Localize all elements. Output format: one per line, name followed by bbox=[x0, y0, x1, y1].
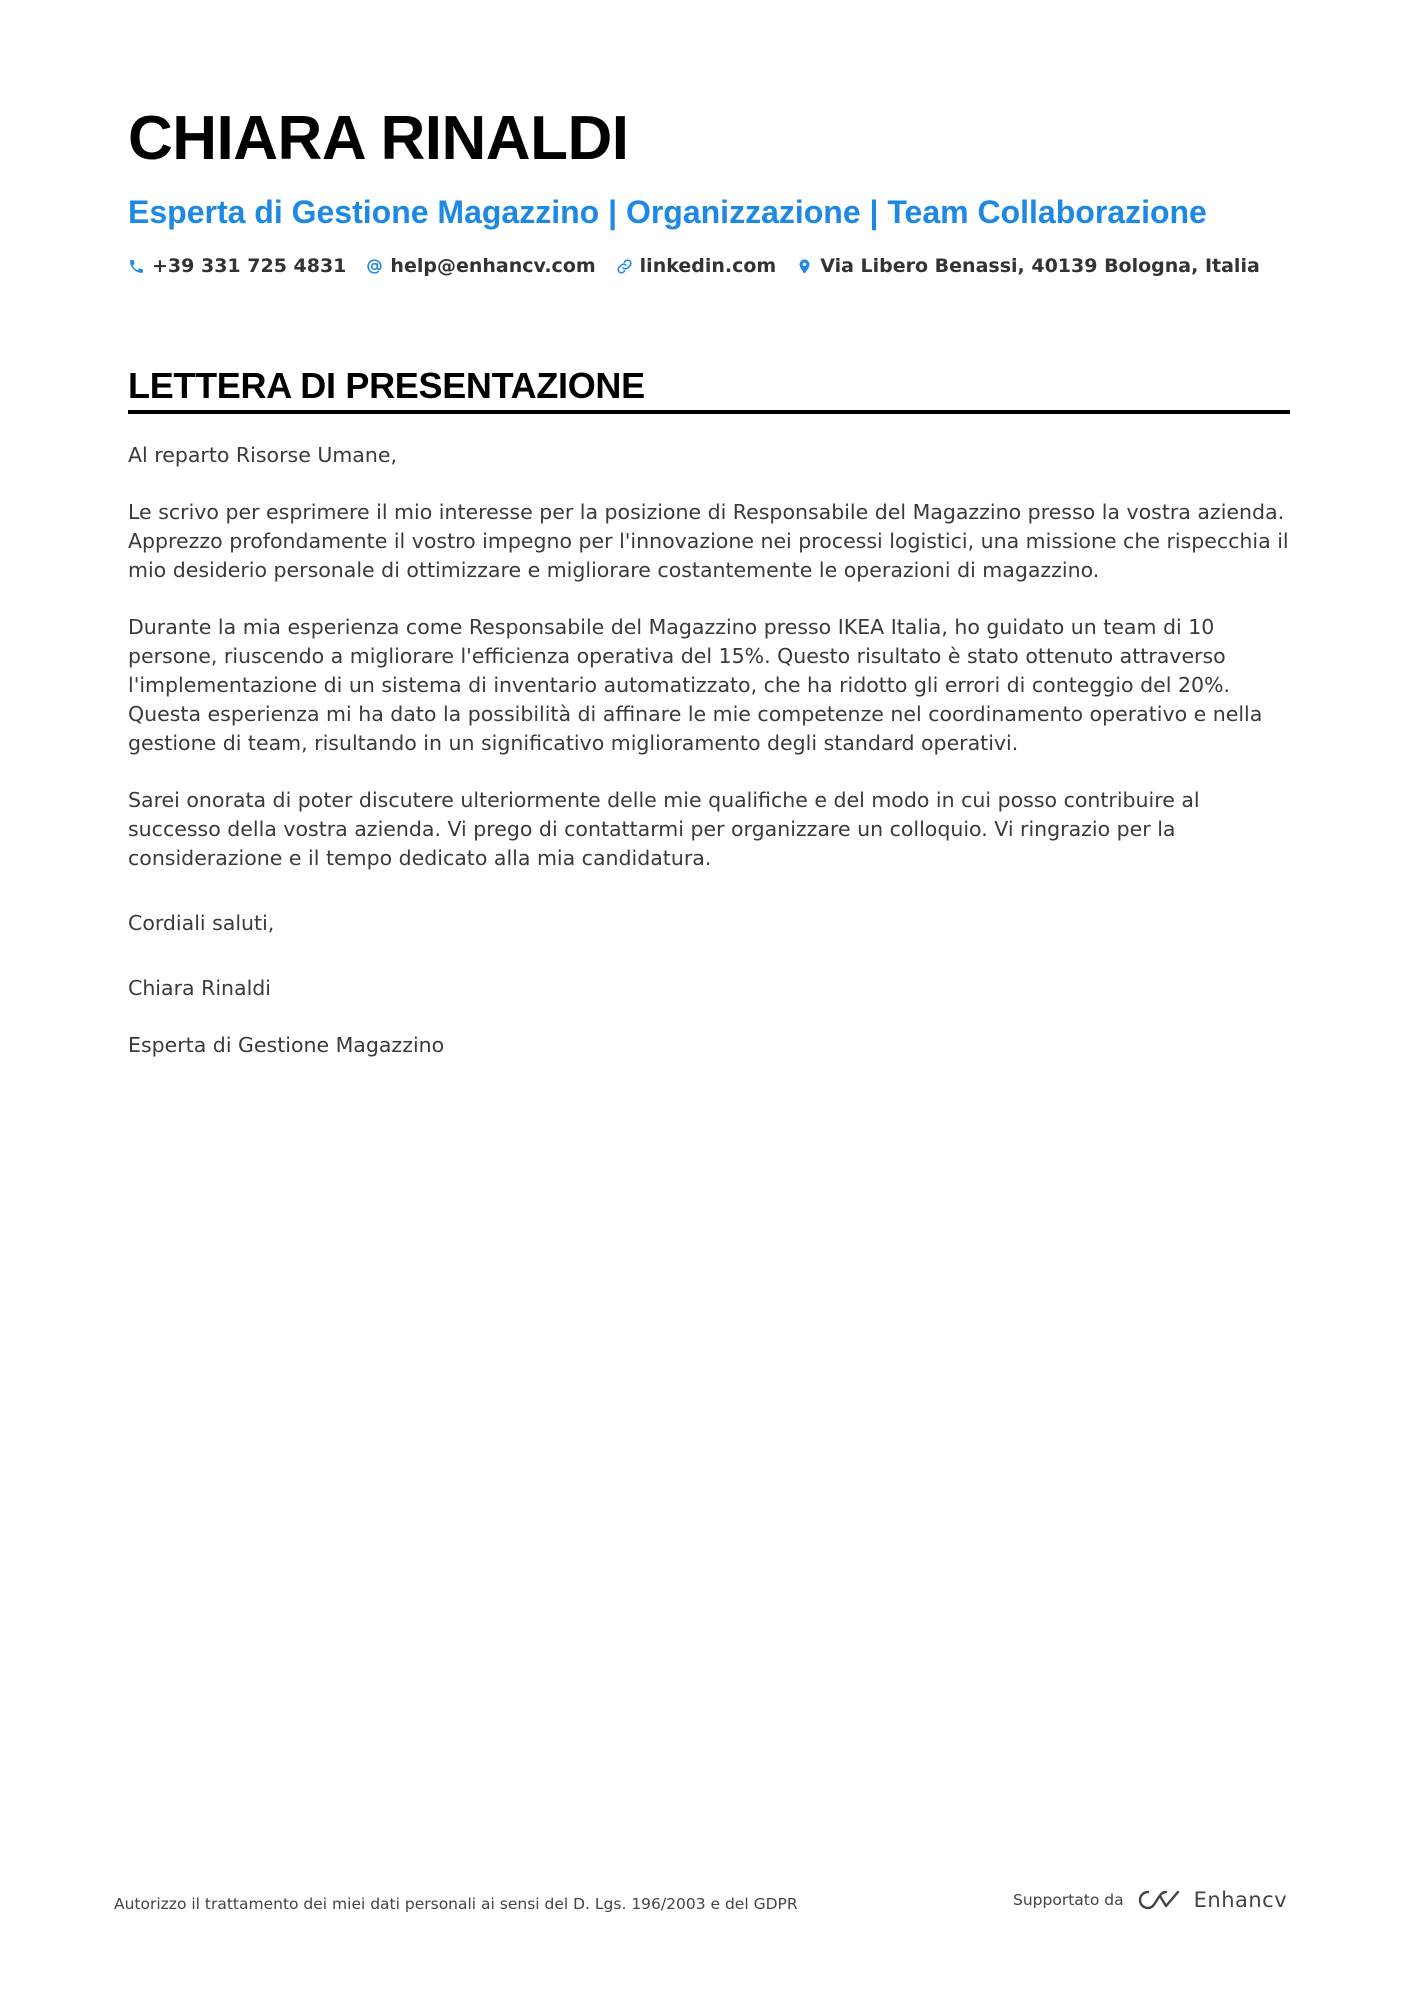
supported-by-label: Supportato da bbox=[1013, 1891, 1124, 1909]
enhancv-logo-icon bbox=[1136, 1888, 1182, 1912]
supported-by[interactable] bbox=[1013, 1888, 1287, 1912]
privacy-consent: Autorizzo il trattamento dei miei dati personali ai sensi del D. Lgs. 196/2003 e del GDPR bbox=[114, 1895, 798, 1913]
contact-address-text: Via Libero Benassi, 40139 Bologna, Italia bbox=[820, 255, 1260, 277]
letter-body bbox=[128, 441, 1296, 1088]
candidate-headline: Esperta di Gestione Magazzino | Organizzazione | Team Collaborazione bbox=[128, 194, 1207, 230]
map-pin-icon bbox=[796, 258, 813, 275]
enhancv-brand-name: Enhancv bbox=[1193, 1888, 1288, 1912]
contact-phone-text: +39 331 725 4831 bbox=[152, 255, 347, 277]
contact-email[interactable] bbox=[366, 255, 595, 277]
link-icon bbox=[616, 258, 633, 275]
section-title: LETTERA DI PRESENTAZIONE bbox=[128, 365, 645, 406]
contact-email-text: help@enhancv.com bbox=[390, 255, 596, 277]
signature-title: Esperta di Gestione Magazzino bbox=[128, 1033, 445, 1057]
signature-name: Chiara Rinaldi bbox=[128, 976, 271, 1000]
at-icon bbox=[366, 258, 383, 275]
letter-paragraph: Durante la mia esperienza come Responsabile del Magazzino presso IKEA Italia, ho guidato un team di 10 persone, riuscendo a migliorare l'efficienza operativa del 15%. Questo risultato è stato ottenuto attraverso l'implementazione di un sistema di inventario automatizzato, che ha ridotto gli errori di conteggio del 20%. Questa esperienza mi ha dato la possibilità di affinare le mie competenze nel coordinamento operativo e nella gestione di team, risultando in un significativo miglioramento degli standard operativi. bbox=[128, 615, 1263, 755]
contact-website[interactable] bbox=[616, 255, 777, 277]
contact-phone[interactable] bbox=[128, 255, 346, 277]
letter-paragraph: Le scrivo per esprimere il mio interesse per la posizione di Responsabile del Magazzino presso la vostra azienda. Apprezzo profondamente il vostro impegno per l'innovazione nei processi logistici, una missione che rispecchia il mio desiderio personale di ottimizzare e migliorare costantemente le operazioni di magazzino. bbox=[128, 500, 1289, 582]
letter-salutation: Al reparto Risorse Umane, bbox=[128, 443, 397, 467]
section-divider bbox=[128, 410, 1290, 414]
contact-bar bbox=[128, 255, 1280, 277]
contact-website-text: linkedin.com bbox=[639, 255, 777, 277]
candidate-name: CHIARA RINALDI bbox=[128, 104, 629, 173]
phone-icon bbox=[128, 258, 145, 275]
contact-address bbox=[796, 255, 1260, 277]
letter-paragraph: Sarei onorata di poter discutere ulteriormente delle mie qualifiche e del modo in cui posso contribuire al successo della vostra azienda. Vi prego di contattarmi per organizzare un colloquio. Vi ringrazio per la considerazione e il tempo dedicato alla mia candidatura. bbox=[128, 788, 1200, 870]
letter-closing: Cordiali saluti, bbox=[128, 911, 275, 935]
